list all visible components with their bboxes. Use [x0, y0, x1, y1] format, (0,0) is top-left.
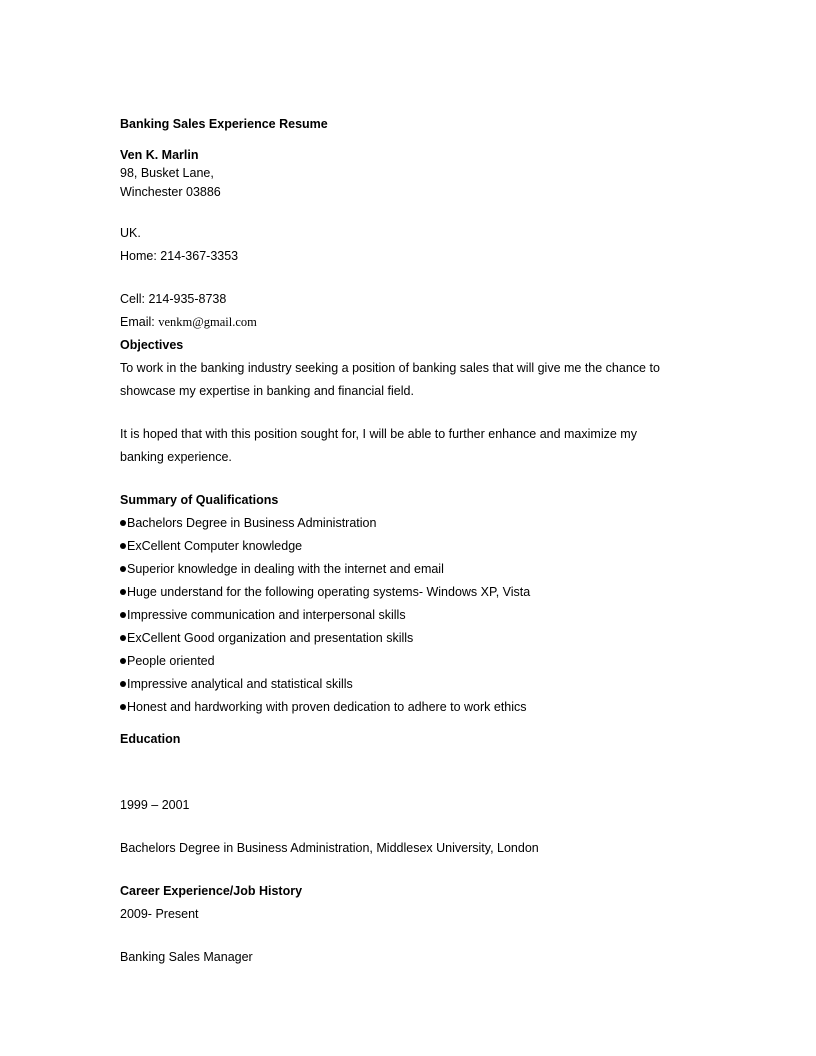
bullet-icon [120, 658, 126, 664]
list-item: Bachelors Degree in Business Administration [120, 515, 376, 531]
cell-phone: Cell: 214-935-8738 [120, 292, 227, 306]
list-item: Impressive communication and interpersonal skills [120, 607, 406, 623]
address-line-1: 98, Busket Lane, [120, 166, 214, 180]
home-phone: Home: 214-367-3353 [120, 249, 239, 263]
objectives-heading: Objectives [120, 338, 184, 352]
list-item: People oriented [120, 653, 215, 669]
bullet-icon [120, 635, 126, 641]
document-title: Banking Sales Experience Resume [120, 117, 328, 131]
education-years: 1999 – 2001 [120, 798, 190, 812]
objectives-line-2: showcase my expertise in banking and financial field. [120, 384, 414, 398]
email-label: Email: [120, 315, 159, 329]
objectives-line-1: To work in the banking industry seeking a position of banking sales that will give me the chance to [120, 361, 660, 375]
bullet-icon [120, 589, 126, 595]
education-heading: Education [120, 732, 181, 746]
list-item: Impressive analytical and statistical skills [120, 676, 353, 692]
bullet-icon [120, 704, 126, 710]
hope-line-1: It is hoped that with this position sought for, I will be able to further enhance and maximize my [120, 427, 637, 441]
career-heading: Career Experience/Job History [120, 884, 303, 898]
bullet-icon [120, 543, 126, 549]
applicant-name: Ven K. Marlin [120, 148, 199, 162]
address-line-2: Winchester 03886 [120, 185, 221, 199]
bullet-icon [120, 520, 126, 526]
bullet-icon [120, 681, 126, 687]
list-item: Honest and hardworking with proven dedication to adhere to work ethics [120, 699, 527, 715]
list-item: ExCellent Good organization and presentation skills [120, 630, 413, 646]
email-value: venkm@gmail.com [158, 315, 257, 329]
career-years: 2009- Present [120, 907, 199, 921]
email-line [120, 314, 257, 330]
hope-line-2: banking experience. [120, 450, 232, 464]
list-item: Huge understand for the following operating systems- Windows XP, Vista [120, 584, 530, 600]
country: UK. [120, 226, 141, 240]
list-item: Superior knowledge in dealing with the internet and email [120, 561, 444, 577]
bullet-icon [120, 566, 126, 572]
career-role: Banking Sales Manager [120, 950, 253, 964]
bullet-icon [120, 612, 126, 618]
education-degree: Bachelors Degree in Business Administration, Middlesex University, London [120, 841, 539, 855]
list-item: ExCellent Computer knowledge [120, 538, 302, 554]
qualifications-heading: Summary of Qualifications [120, 493, 279, 507]
